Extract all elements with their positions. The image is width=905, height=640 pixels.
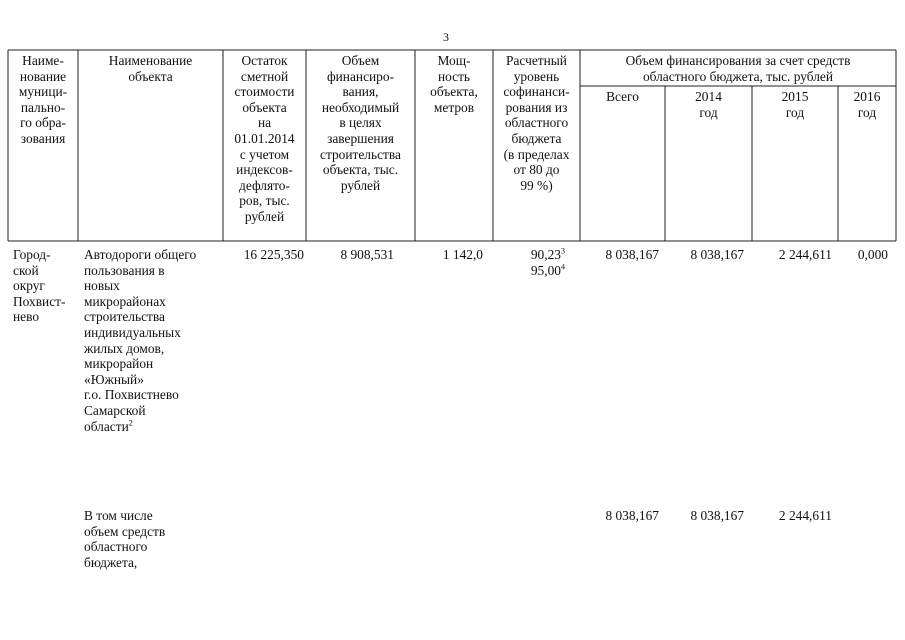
header-object-name: Наименование объекта (108, 53, 193, 84)
header-year-2015: 2015 год (781, 89, 809, 120)
header-cofinancing-level: Расчетный уровень софинанси- рования из областного бюджета (в пределах от 80 до 99 %) (503, 53, 570, 193)
header-year-2014: 2014 год (695, 89, 722, 120)
header-year-2016: 2016 год (853, 89, 881, 120)
row2-total: 8 038,167 (605, 508, 659, 523)
row1-remaining-cost: 16 225,350 (243, 247, 304, 262)
row1-year-2015: 2 244,611 (778, 247, 832, 262)
footnote-mark: 2 (128, 418, 133, 428)
row1-capacity: 1 142,0 (442, 247, 483, 262)
header-capacity: Мощ- ность объекта, метров (430, 53, 478, 115)
row1-municipality: Город- ской округ Похвист- нево (13, 247, 66, 325)
page-number: 3 (443, 30, 449, 44)
row1-total: 8 038,167 (605, 247, 659, 262)
header-regional-budget: Объем финансирования за счет средств областного бюджета, тыс. рублей (625, 53, 851, 84)
row2-year-2015: 2 244,611 (778, 508, 832, 523)
row1-financing-volume: 8 908,531 (340, 247, 394, 262)
row1-cofinancing-level: 90,23$^3$ 95,00$^4$ (530, 246, 565, 278)
header-municipality: Наиме- нование муници- пально- го обра- зования (18, 53, 68, 146)
footnote-mark: 4 (561, 262, 565, 272)
footnote-mark: 3 (561, 246, 565, 256)
row1-object-name: Автодороги общего пользования в новых микрорайонах строительства индивидуальных жилых домов, микрорайон «Южный» г.о. Похвистнево Самарской области$^2$ (84, 247, 197, 434)
row1-year-2014: 8 038,167 (690, 247, 744, 262)
row1-year-2016: 0,000 (857, 247, 888, 262)
row2-year-2014: 8 038,167 (690, 508, 744, 523)
header-remaining-cost: Остаток сметной стоимости объекта на 01.01.2014 с учетом индексов- дефлято- ров, тыс. рублей (234, 53, 295, 224)
row2-object-name: В том числе объем средств областного бюджета, (84, 508, 166, 570)
header-total: Всего (606, 89, 639, 104)
header-financing-volume: Объем финансиро- вания, необходимый в целях завершения строительства объекта, тыс. рублей (320, 53, 401, 193)
